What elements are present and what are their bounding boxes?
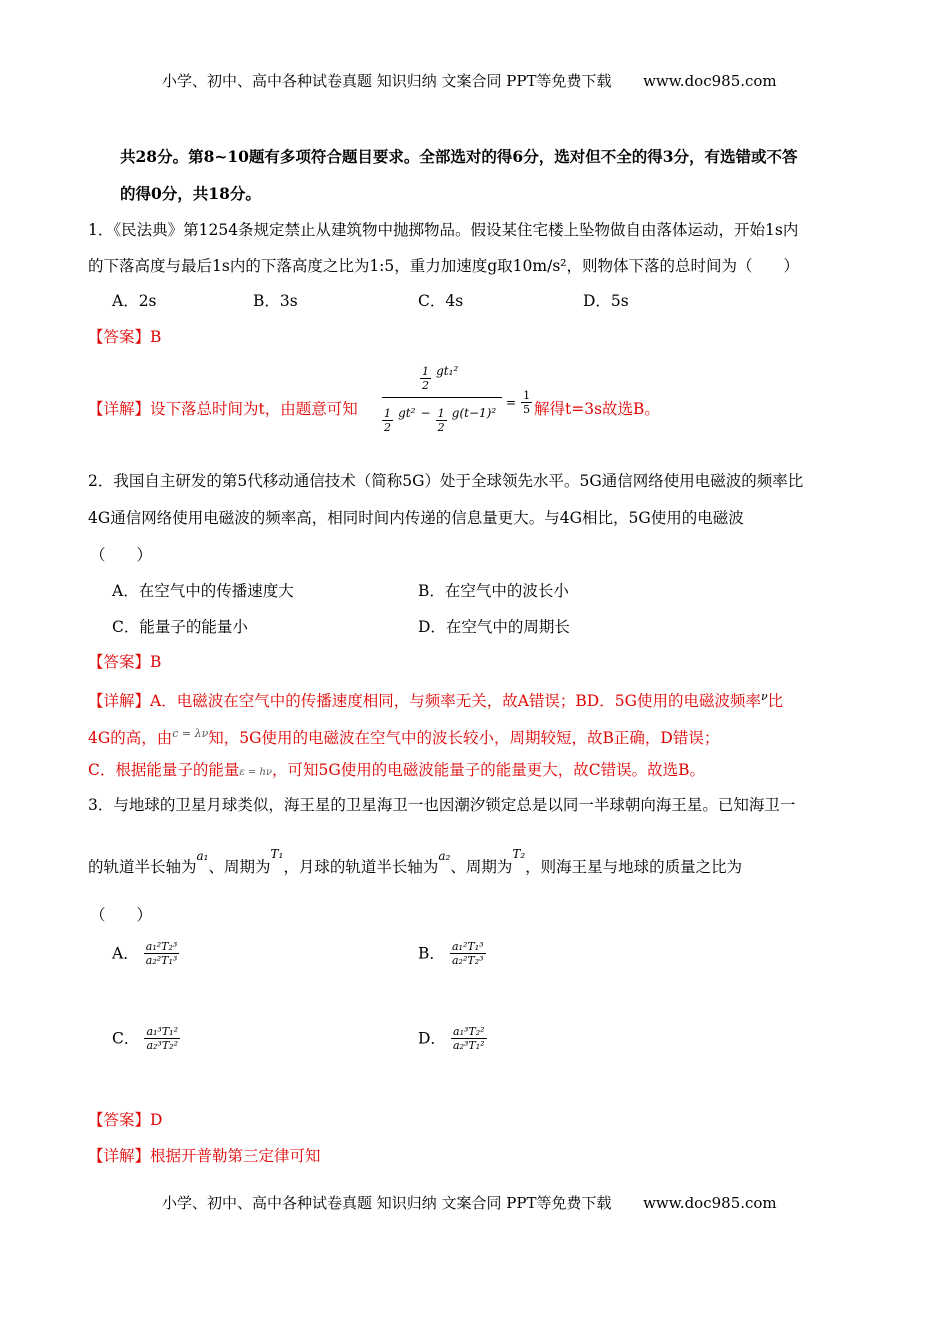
q3-detail-label: 【详解】 [88, 1147, 151, 1165]
q2-detail2-formula: c = λν [172, 727, 209, 740]
q3-line2-b: 、周期为 [208, 858, 271, 876]
q1-option-c: C．4s [418, 292, 464, 310]
q1-formula-den1-d: 2 [384, 421, 391, 434]
q3-option-b-num: a₁²T₁³ [451, 940, 484, 953]
q1-formula-rhs [506, 389, 532, 416]
intro-line-2: 的得0分，共18分。 [120, 184, 261, 203]
q1-option-b: B．3s [253, 292, 298, 310]
q3-line-1: 3．与地球的卫星月球类似，海王星的卫星海卫一也因潮汐锁定总是以同一半球朝向海王星。已知海卫一 [88, 796, 796, 814]
q1-option-d: D．5s [583, 292, 629, 310]
q1-formula-den1-n: 1 [384, 407, 391, 420]
q1-formula-num-half-n: 1 [422, 365, 429, 378]
q1-formula-num-half-d: 2 [422, 379, 429, 392]
q2-detail1a: A．电磁波在空气中的传播速度相同，与频率无关，故A错误；BD．5G使用的电磁波频率 [150, 692, 761, 711]
q3-sym-a2: a₂ [438, 849, 451, 863]
q2-detail3-formula: ε = hν [239, 767, 272, 778]
q3-option-d [418, 1025, 487, 1052]
q3-line2-c: ，月球的轨道半长轴为 [283, 858, 439, 876]
q2-detail-label: 【详解】 [88, 692, 151, 711]
q2-line-2: 4G通信网络使用电磁波的频率高，相同时间内传递的信息量更大。与4G相比，5G使用的电磁波 [88, 509, 744, 527]
q3-option-a-num: a₁²T₂³ [145, 940, 178, 953]
q1-answer-value: B [150, 328, 162, 346]
q2-detail-line-3 [88, 760, 705, 783]
q3-paren: （ ） [90, 906, 153, 924]
q3-option-b [418, 940, 486, 967]
q3-sym-a1: a₁ [196, 849, 209, 863]
q3-detail [88, 1146, 321, 1166]
page-header [162, 70, 777, 91]
q1-formula-den1-expr: gt² [398, 406, 416, 420]
q1-detail-pre: 设下落总时间为t，由题意可知 [150, 400, 358, 418]
q3-line2-e: ，则海王星与地球的质量之比为 [525, 858, 743, 876]
q2-line-1: 2．我国自主研发的第5代移动通信技术（简称5G）处于全球领先水平。5G通信网络使用电磁波的频率比 [88, 472, 804, 490]
q3-answer [88, 1110, 162, 1130]
q3-option-d-label: D． [418, 1029, 446, 1048]
q3-option-c-num: a₁³T₁² [146, 1025, 179, 1038]
q1-formula-den2-expr: g(t−1)² [451, 406, 497, 420]
q2-option-d: D．在空气中的周期长 [418, 618, 570, 636]
q1-formula-den2-n: 1 [437, 407, 445, 420]
q2-option-c: C．能量子的能量小 [112, 618, 248, 636]
q2-answer-label: 【答案】 [88, 653, 151, 671]
q2-detail-line-1 [88, 687, 783, 711]
q3-line2-a: 的轨道半长轴为 [88, 858, 197, 876]
header-url: www.doc985.com [643, 72, 777, 90]
intro-line-1: 共28分。第8~10题有多项符合题目要求。全部选对的得6分，选对但不全的得3分，有选错或不答 [120, 147, 798, 166]
q1-line-2: 的下落高度与最后1s内的下落高度之比为1:5，重力加速度g取10m/s²，则物体下落的总时间为（ ） [88, 257, 799, 275]
q3-option-b-label: B． [418, 944, 445, 963]
q1-line-1: 1．《民法典》第1254条规定禁止从建筑物中抛掷物品。假设某住宅楼上坠物做自由落体运动，开始1s内 [88, 221, 799, 239]
q3-detail-text: 根据开普勒第三定律可知 [150, 1147, 321, 1165]
q3-line2-d: 、周期为 [450, 858, 513, 876]
q1-detail [88, 399, 358, 419]
q2-detail3a: C．根据能量子的能量 [88, 761, 240, 779]
q3-option-d-num: a₁³T₂² [453, 1025, 485, 1038]
q1-formula-rhs-d: 5 [523, 403, 531, 416]
q1-formula-den2-d: 2 [437, 421, 445, 434]
q3-option-c [112, 1025, 180, 1052]
q2-answer [88, 652, 161, 672]
q3-option-d-den: a₂³T₁² [453, 1039, 485, 1052]
q3-answer-value: D [150, 1111, 163, 1129]
q2-detail-line-2 [88, 724, 719, 748]
q3-sym-T1: T₁ [270, 847, 284, 861]
q2-answer-value: B [150, 653, 162, 671]
q3-sym-T2: T₂ [512, 847, 526, 861]
q2-detail3b: ，可知5G使用的电磁波能量子的能量更大，故C错误。故选B。 [272, 761, 705, 779]
q3-option-c-den: a₂³T₂² [146, 1039, 179, 1052]
footer-text: 小学、初中、高中各种试卷真题 知识归纳 文案合同 PPT等免费下载 [162, 1194, 612, 1212]
q2-detail1b: 比 [767, 692, 784, 711]
q1-formula-eq: = [506, 395, 517, 410]
q1-option-a: A．2s [112, 292, 157, 310]
q2-detail2a: 4G的高，由 [88, 729, 173, 748]
q1-formula-minus: − [420, 406, 431, 420]
q1-formula-numerator [420, 360, 458, 392]
q3-answer-label: 【答案】 [88, 1111, 151, 1129]
q1-answer [88, 327, 161, 347]
q1-formula-rhs-n: 1 [523, 389, 531, 402]
q1-formula [382, 360, 502, 440]
q3-line-2 [88, 847, 743, 878]
header-text: 小学、初中、高中各种试卷真题 知识归纳 文案合同 PPT等免费下载 [162, 72, 612, 90]
q1-detail-label: 【详解】 [88, 400, 151, 418]
q1-answer-label: 【答案】 [88, 328, 151, 346]
q1-formula-bar [382, 397, 502, 398]
q1-formula-denominator [382, 402, 496, 434]
q3-option-c-label: C． [112, 1029, 140, 1048]
q3-option-a-den: a₂²T₁³ [145, 954, 178, 967]
q2-detail2b: 知，5G使用的电磁波在空气中的波长较小，周期较短，故B正确，D错误； [208, 729, 720, 748]
q2-detail1-nu: ν [760, 690, 768, 703]
q3-option-b-den: a₂²T₂³ [451, 954, 484, 967]
page-footer [162, 1192, 777, 1213]
q2-option-a: A．在空气中的传播速度大 [112, 582, 294, 600]
q2-option-b: B．在空气中的波长小 [418, 582, 569, 600]
q3-option-a [112, 940, 179, 967]
q2-paren: （ ） [90, 546, 153, 564]
q3-option-a-label: A． [112, 944, 139, 963]
q1-formula-num-expr: gt₁² [436, 364, 459, 378]
footer-url: www.doc985.com [643, 1194, 777, 1212]
q1-detail-post: 解得t=3s故选B。 [534, 400, 660, 418]
